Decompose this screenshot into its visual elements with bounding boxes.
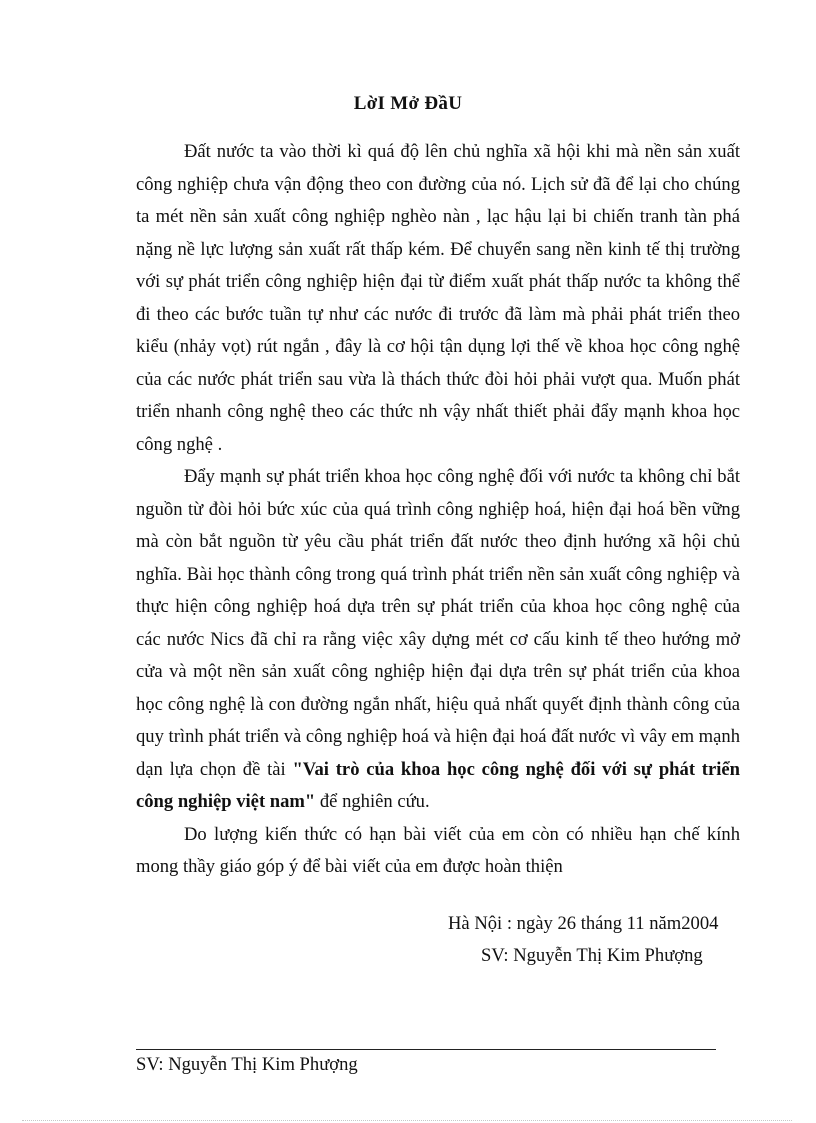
paragraph-rationale-text: Đẩy mạnh sự phát triển khoa học công nghệ đối với nước ta không chỉ bắt nguồn từ đòi hỏi bức xúc của quá trình công nghiệp hoá, hiện đại hoá bền vững mà còn bắt nguồn từ yêu cầu phát triển đất nước theo định hướng xã hội chủ nghĩa. Bài học thành công trong quá trình phát triển nền sản xuất công nghiệp và thực hiện công nghiệp hoá dựa trên sự phát triển của khoa học công nghệ của các nước Nics đã chỉ ra rằng việc xây dựng mét cơ cấu kinh tế theo hướng mở cửa và một nền sản xuất công nghiệp hiện đại dựa trên sự phát triển của khoa học công nghệ là con đường ngắn nhất, hiệu quả nhất quyết định thành công của quy trình phát triển và công nghiệp hoá và hiện đại hoá đất nước vì vây em mạnh dạn lựa chọn đề tài — [136, 466, 740, 780]
document-body — [136, 136, 740, 884]
paragraph-closing: Do lượng kiến thức có hạn bài viết của em còn có nhiều hạn chế kính mong thầy giáo góp ý để bài viết của em được hoàn thiện — [136, 823, 740, 877]
thesis-topic-title: "Vai trò của khoa học công nghệ đối với sự phát triển công nghiệp việt nam" — [136, 758, 740, 812]
paragraph-intro: Đất nước ta vào thời kì quá độ lên chủ nghĩa xã hội khi mà nền sản xuất công nghiệp chưa vận động theo con đường của nó. Lịch sử đã để lại cho chúng ta mét nền sản xuất công nghiệp nghèo nàn , lạc hậu lại bi chiến tranh tàn phá nặng nề lực lượng sản xuất rất thấp kém. Để chuyển sang nền kinh tế thị trường với sự phát triển công nghiệp hiện đại từ điểm xuất phát thấp nước ta không thể đi theo các bước tuần tự như các nước đi trước đã làm mà phải phát triển theo kiểu (nhảy vọt) rút ngắn , đây là cơ hội tận dụng lợi thế về khoa học công nghệ của các nước phát triển sau vừa là thách thức đòi hỏi phải vượt qua. Muốn phát triển nhanh công nghệ theo các thức nh vậy nhất thiết phải đẩy mạnh khoa học công nghệ . — [136, 141, 740, 455]
paragraph-rationale — [136, 461, 740, 819]
paragraph-rationale-end: để nghiên cứu. — [315, 791, 430, 812]
footer-author: SV: Nguyễn Thị Kim Phượng — [136, 1054, 358, 1075]
footer-divider — [136, 1049, 716, 1050]
document-title: LờI Mở ĐầU — [353, 93, 463, 114]
page-bottom-edge — [22, 1120, 792, 1121]
signature-line: SV: Nguyễn Thị Kim Phượng — [481, 945, 703, 966]
date-line: Hà Nội : ngày 26 tháng 11 năm2004 — [448, 913, 719, 934]
